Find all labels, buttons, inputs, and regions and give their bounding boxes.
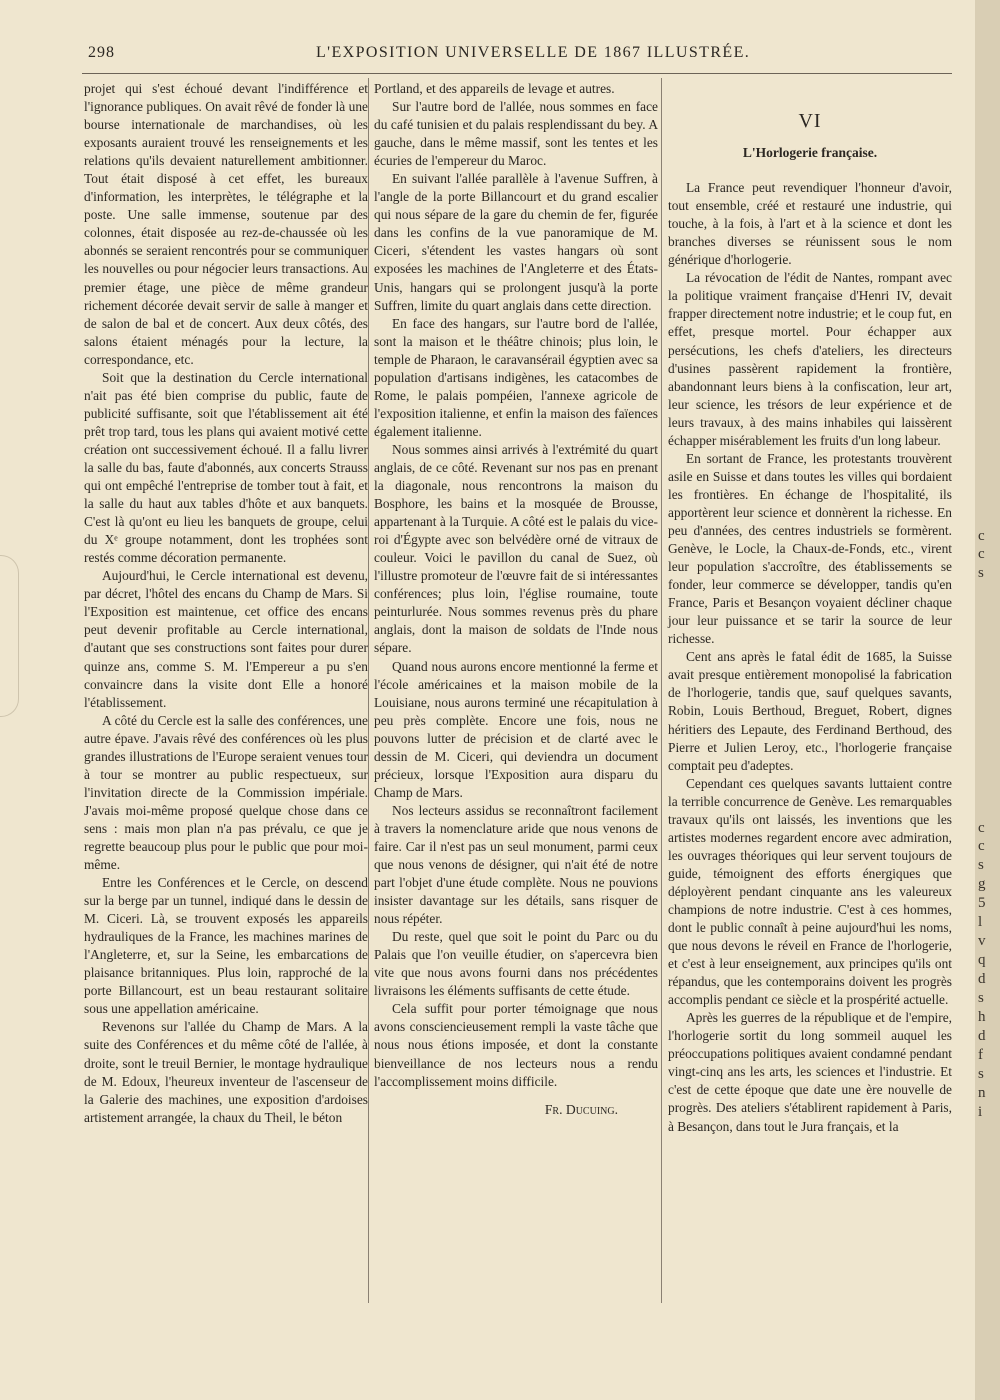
paragraph: projet qui s'est échoué devant l'indifférence et l'ignorance publiques. On avait rêvé de fonder là une bourse internationale de marchandises, où les exposants auraient trouvé les renseignements et les relations qu'ils devaient naturellement ambitionner. Tout était disposé à cet effet, les bureaux d'information, les interprètes, le télégraphe et la poste. Une salle immense, soutenue par des colonnes, était disposée au rez-de-chaussée où les abonnés se seraient rencontrés pour se communiquer les nouvelles ou pour négocier leurs transactions. Au premier étage, une pièce de même grandeur richement décorée devait servir de salle à manger et de salon de bal et de concert. Aux deux côtés, des salons étaient ménagés pour la lecture, la correspondance, etc. bbox=[84, 81, 368, 367]
fragment: h bbox=[978, 1009, 986, 1025]
paragraph: Entre les Conférences et le Cercle, on descend sur la berge par un tunnel, indiqué dans le dessin de M. Ciceri. Là, se trouvent exposés les appareils hydrauliques de la France, les machines marines de l'Angleterre, et, sur la Seine, les embarcations de plaisance britanniques. Plus loin, rapproché de la porte Billancourt, est un beau restaurant solitaire sous une appellation américaine. bbox=[84, 875, 368, 1017]
fragment: v bbox=[978, 933, 986, 949]
header-rule bbox=[82, 73, 952, 74]
paragraph: En suivant l'allée parallèle à l'avenue Suffren, à l'angle de la porte Billancourt et du grand escalier qui nous sépare de la gare du chemin de fer, figurée dans les confins de la vue panoramique de M. Ciceri, s'étendent les vastes hangars où sont exposées les machines de l'Angleterre et des États-Unis, hangars qui se prolongent jusqu'à la porte Suffren, limite du quart anglais dans cette direction. bbox=[374, 171, 658, 313]
paragraph: Soit que la destination du Cercle international n'ait pas été bien comprise du public, faute de publicité suffisante, soit que l'établissement ait été prêt trop tard, tous les plans qui avaient motivé cette création ont successivement échoué. Il a fallu livrer la salle du bas, faute d'abonnés, aux concerts Strauss qui ont empêché l'entreprise de tomber tout à fait, et la salle du haut aux tables d'hôte et aux banquets. C'est là qu'ont eu lieu les banquets de groupe, celui du Xᵉ groupe notamment, dont les trophées sont restés comme décoration permanente. bbox=[84, 369, 368, 566]
fragment: s bbox=[978, 1066, 984, 1082]
article-column-3 bbox=[668, 112, 952, 1136]
fragment: 5 bbox=[978, 895, 986, 911]
page-number: 298 bbox=[88, 44, 115, 61]
fragment: d bbox=[978, 971, 986, 987]
paragraph: Du reste, quel que soit le point du Parc ou du Palais que l'on veuille étudier, on s'apercevra bien vite que nous avons fourni dans nos précédentes livraisons les éléments suffisants de cette étude. bbox=[374, 929, 658, 999]
paragraph: En face des hangars, sur l'autre bord de l'allée, sont la maison et le théâtre chinois; plus loin, le temple de Pharaon, le caravansérail égyptien avec sa population d'artisans indigènes, les catacombes de Rome, le palais pompéien, l'annexe agricole de l'exposition italienne, et enfin la maison des faïences également italienne. bbox=[374, 315, 658, 439]
fragment: i bbox=[978, 1104, 983, 1120]
paragraph: En sortant de France, les protestants trouvèrent asile en Suisse et dans toutes les villes qui bordaient les frontières. En échange de l'hospitalité, ils apportèrent leur science et donnèrent la richesse. En peu d'années, des centres industriels se formèrent. Genève, le Locle, la Chaux-de-Fonds, etc., virent leur population s'accroître, des établissements se fonder, leur commerce se développer, tandis qu'en France, Paris et Besançon voyaient décliner chaque jour leur puissance et se tarir la source de leur richesse. bbox=[668, 450, 952, 647]
article-column-1 bbox=[84, 80, 368, 1127]
paragraph: Après les guerres de la république et de l'empire, l'horlogerie sortit du long sommeil auquel les préoccupations politiques avaient condamné pendant vingt-cinq ans les arts, les sciences et l'industrie. Et c'est de cette époque que date une ère nouvelle de progrès. Des ateliers s'établirent rapidement à Paris, à Besançon, dans tout le Jura français, et la bbox=[668, 1010, 952, 1134]
paragraph: Sur l'autre bord de l'allée, nous sommes en face du café tunisien et du palais resplendissant du bey. A gauche, dans le même massif, sont les tentes et les écuries de l'empereur du Maroc. bbox=[374, 99, 658, 169]
section-title: L'Horlogerie française. bbox=[742, 145, 878, 161]
section-numeral: VI bbox=[798, 110, 822, 132]
fragment: c bbox=[978, 838, 985, 854]
fragment: l bbox=[978, 914, 983, 930]
author-signature: Fr. Ducuing. bbox=[544, 1101, 618, 1117]
paragraph: Cent ans après le fatal édit de 1685, la Suisse avait presque entièrement monopolisé la fabrication de l'horlogerie, tandis que, sauf quelques savants, Robin, Louis Berthoud, Breguet, Robert, dignes héritiers des Lepaute, des Ferdinand Berthoud, des Pierre et Julien Leroy, etc., l'horlogerie française comptait peu d'adeptes. bbox=[668, 649, 952, 773]
adjacent-page-edge bbox=[975, 0, 1000, 1400]
paragraph: Cela suffit pour porter témoignage que nous avons consciencieusement rempli la vaste tâche que nous nous étions imposée, et dont la constante bienveillance de nos lecteurs nous a rendu l'accomplissement moins difficile. bbox=[374, 1001, 658, 1089]
paragraph: Aujourd'hui, le Cercle international est devenu, par décret, l'hôtel des encans du Champ de Mars. Si l'Exposition est maintenue, cet office des encans peut devenir profitable au Cercle international, d'autant que ses constructions sont faites pour durer quinze ans, comme S. M. l'Empereur a pu s'en convaincre dans la visite dont Elle a honoré l'établissement. bbox=[84, 568, 368, 710]
column-separator-1 bbox=[368, 78, 369, 1303]
fragment: f bbox=[978, 1047, 983, 1063]
fragment: q bbox=[978, 952, 986, 968]
fragment: c bbox=[978, 546, 985, 562]
fragment: c bbox=[978, 528, 985, 544]
fragment: d bbox=[978, 1028, 986, 1044]
paragraph: Quand nous aurons encore mentionné la ferme et l'école américaines et la maison mobile de la Louisiane, nous aurons terminé une récapitulation à peu près complète. Encore une fois, nous ne pouvons lutter de précision et de clarté avec le dessin de M. Ciceri, qui deviendra un document précieux, lorsque l'Exposition aura disparu du Champ de Mars. bbox=[374, 658, 658, 800]
article-column-2 bbox=[374, 80, 658, 1119]
column-separator-2 bbox=[661, 78, 662, 1303]
fragment: c bbox=[978, 820, 985, 836]
page-fold-mark bbox=[0, 555, 19, 717]
paragraph: Cependant ces quelques savants luttaient contre la terrible concurrence de Genève. Les remarquables travaux qu'ils ont laissés, les inventions que les artistes modernes regardent encore avec admiration, les ouvrages théoriques qui leur servent toujours de guide, témoignent des efforts énergiques que déployèrent pendant cinquante ans les valeureux champions de notre industrie. C'est à ces hommes, dont le public connaît à peine aujourd'hui les noms, que nous devons le réveil en France de l'horlogerie, et c'est à leur enseignement, aux principes qu'ils ont répandus, que les contemporains doivent les progrès accomplis pendant ce siècle et la prospérité actuelle. bbox=[668, 775, 952, 1008]
paragraph: Revenons sur l'allée du Champ de Mars. A la suite des Conférences et du même côté de l'allée, à droite, sont le treuil Bernier, le montage hydraulique de M. Edoux, l'heureux inventeur de l'ascenseur de la Galerie des machines, une exposition d'ardoises artistement arrangée, la chaux du Theil, le béton bbox=[84, 1019, 368, 1125]
running-header bbox=[88, 44, 953, 68]
fragment: s bbox=[978, 565, 984, 581]
fragment: s bbox=[978, 990, 984, 1006]
paragraph: La révocation de l'édit de Nantes, rompant avec la politique vraiment française d'Henri IV, devait frapper directement notre industrie; et le coup fut, en effet, presque mortel. Pour échapper aux persécutions, les chefs d'ateliers, les directeurs d'usines passèrent rapidement la frontière, abandonnant leurs biens à la confiscation, leur art, leur science, les trésors de leur expérience et de leurs travaux, à des mains inhabiles qui laissèrent échapper misérablement les fruits d'un long labeur. bbox=[668, 270, 952, 448]
paragraph: Portland, et des appareils de levage et autres. bbox=[374, 81, 615, 96]
paragraph: Nous sommes ainsi arrivés à l'extrémité du quart anglais, de ce côté. Revenant sur nos pas en prenant la diagonale, nous rencontrons la maison du Bosphore, les bains et la mosquée de Brousse, appartenant à la Turquie. A côté est le palais du vice-roi d'Égypte avec son belvédère orné de vitraux de couleur. Voici le pavillon du canal de Suez, où l'illustre promoteur de l'œuvre fait de si intéressantes conférences; plus loin, l'église roumaine, toute peinturlurée. Nous sommes revenus près du phare anglais, dont la maison de soldats de l'Inde nous sépare. bbox=[374, 441, 658, 656]
fragment: n bbox=[978, 1085, 986, 1101]
paragraph: Nos lecteurs assidus se reconnaîtront facilement à travers la nomenclature aride que nous venons de faire. Car il n'est pas un seul monument, parmi ceux que nous venons de désigner, qui n'ait été de notre part l'objet d'une étude complète. Nous ne pouvions insister davantage sur les détails, sans risquer de nous répéter. bbox=[374, 802, 658, 927]
paragraph: La France peut revendiquer l'honneur d'avoir, tout ensemble, créé et restauré une industrie, qui touche, à la fois, à l'art et à la science et dont les branches diverses se réunissent sous le nom générique d'horlogerie. bbox=[668, 180, 952, 268]
journal-title: L'EXPOSITION UNIVERSELLE DE 1867 ILLUSTRÉE. bbox=[316, 44, 751, 61]
fragment: g bbox=[978, 876, 986, 892]
paragraph: A côté du Cercle est la salle des conférences, une autre épave. J'avais rêvé des conférences où les plus grandes illustrations de l'Europe seraient venues tour à tour se montrer au public respectueux, sur l'invitation directe de la Commission impériale. J'avais moi-même proposé quelque chose dans ce sens : mais mon plan n'a pas prévalu, ce que je regrette beaucoup plus pour le public que pour moi-même. bbox=[84, 712, 368, 873]
fragment: s bbox=[978, 857, 984, 873]
